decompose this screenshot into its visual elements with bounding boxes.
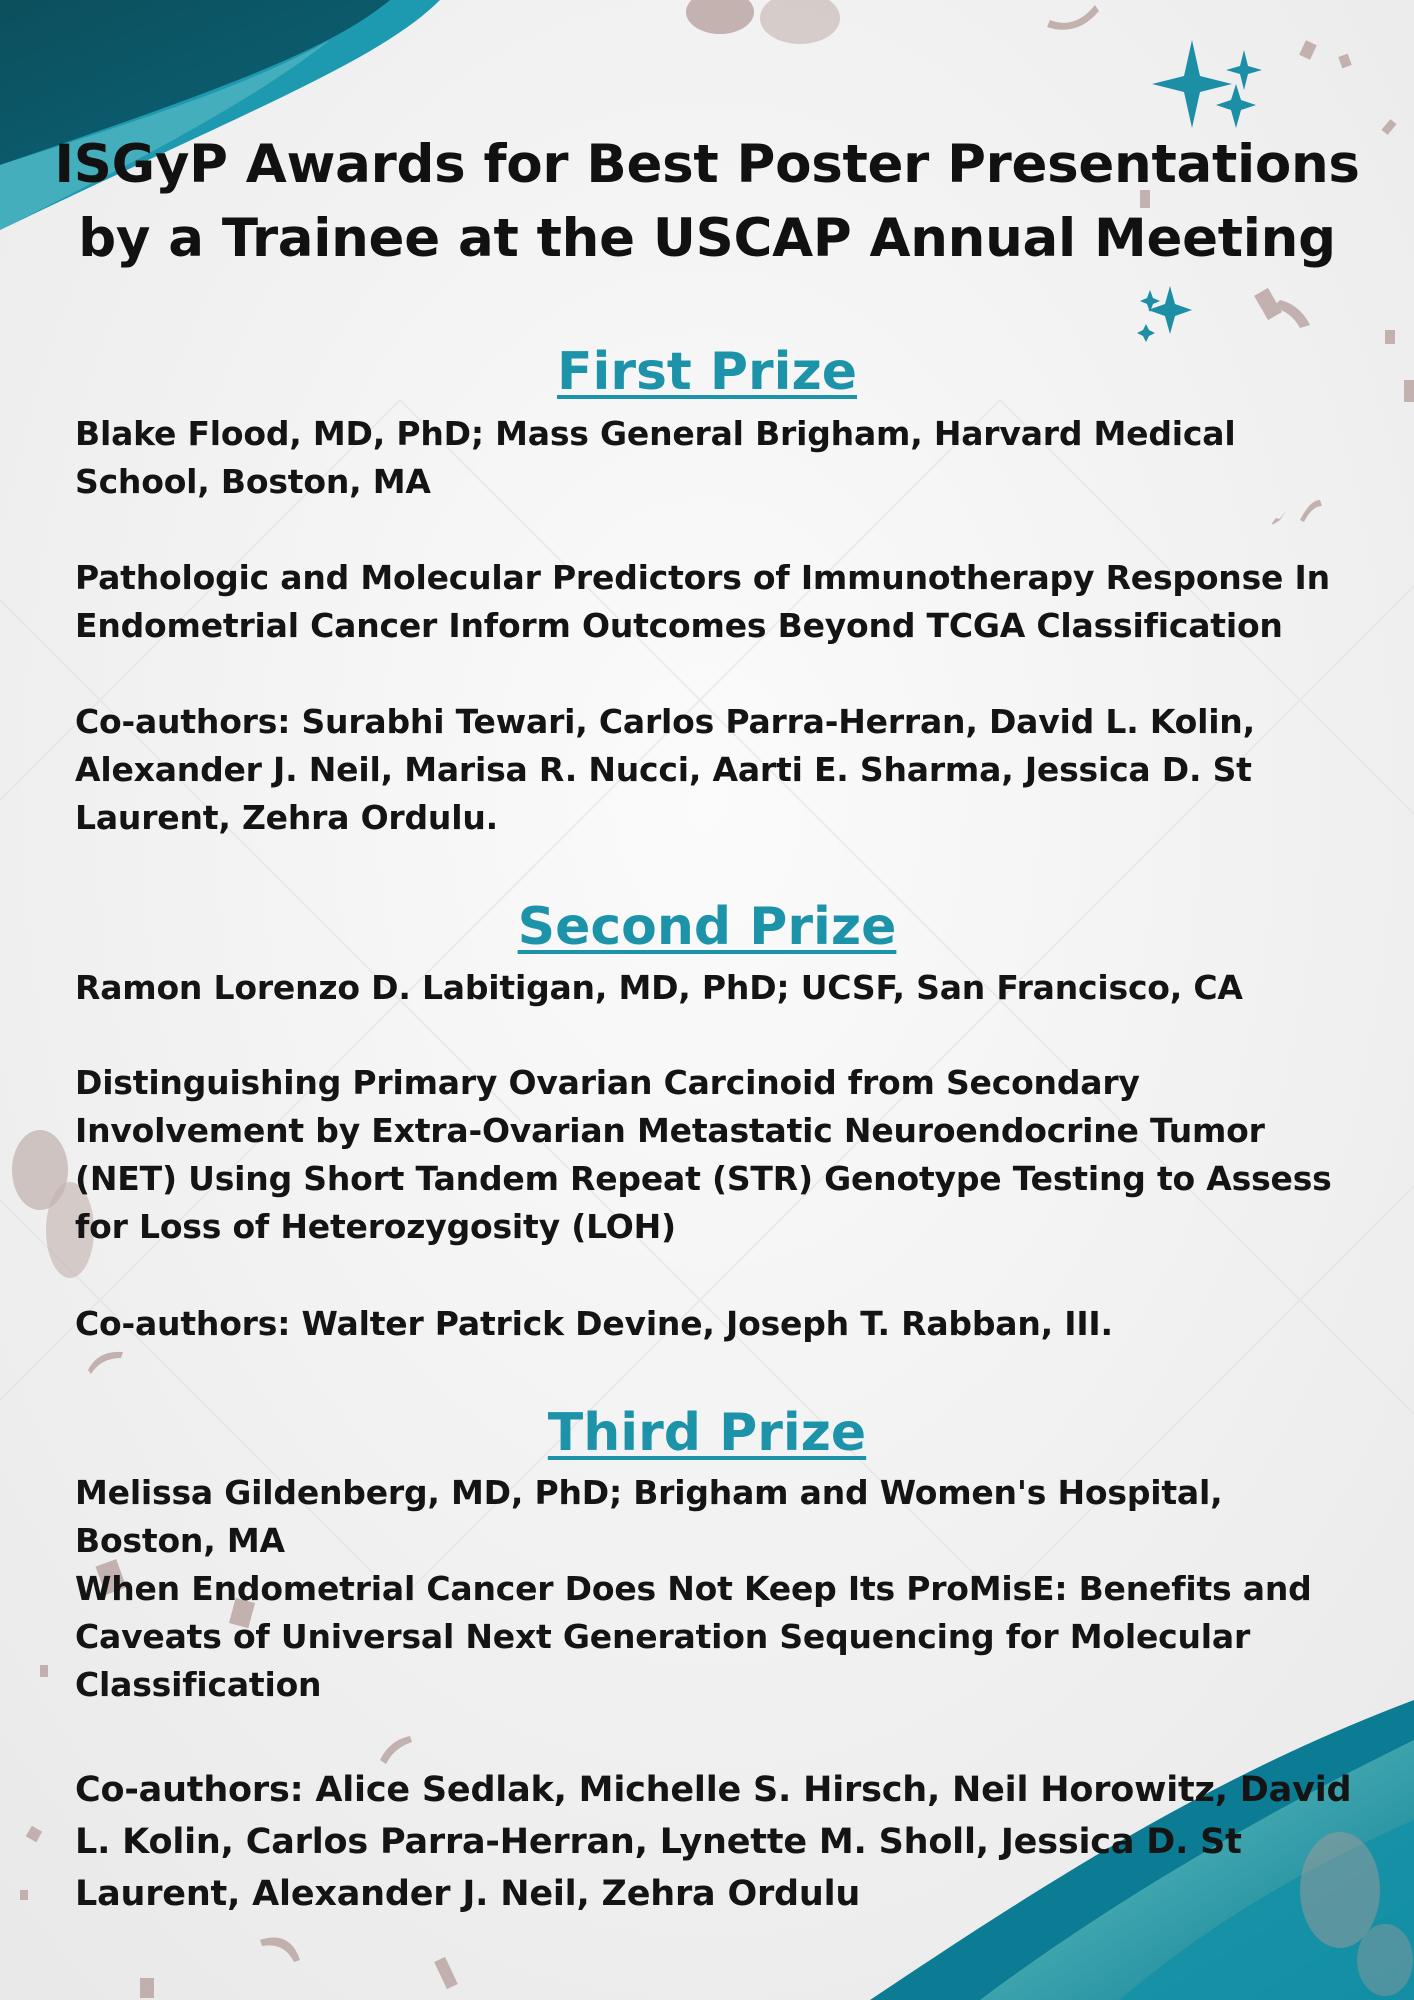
second-prize-poster-title: Distinguishing Primary Ovarian Carcinoid from Secondary Involvement by Extra-Ovarian Metastatic Neuroendocrine Tumor (NET) Using Short Tandem Repeat (STR) Genotype Testing to Assess for Loss of Heterozygosity (LOH) (75, 1063, 1332, 1246)
third-prize-heading: Third Prize (547, 1403, 867, 1463)
second-prize-coauthors: Co-authors: Walter Patrick Devine, Joseph T. Rabban, III. (75, 1304, 1113, 1343)
first-prize-poster-title: Pathologic and Molecular Predictors of Immunotherapy Response In Endometrial Cancer Inform Outcomes Beyond TCGA Classification (75, 558, 1330, 645)
third-prize-poster-title: When Endometrial Cancer Does Not Keep Its ProMisE: Benefits and Caveats of Universal Next Generation Sequencing for Molecular Classification (75, 1569, 1312, 1704)
first-prize-heading: First Prize (556, 342, 857, 402)
page-title: ISGyP Awards for Best Poster Presentations by a Trainee at the USCAP Annual Meeting (54, 134, 1360, 269)
first-prize-coauthors: Co-authors: Surabhi Tewari, Carlos Parra-Herran, David L. Kolin, Alexander J. Neil, Marisa R. Nucci, Aarti E. Sharma, Jessica D. St Laurent, Zehra Ordulu. (75, 702, 1255, 837)
first-prize-winner: Blake Flood, MD, PhD; Mass General Brigham, Harvard Medical School, Boston, MA (75, 414, 1236, 501)
third-prize-coauthors: Co-authors: Alice Sedlak, Michelle S. Hirsch, Neil Horowitz, David L. Kolin, Carlos Parra-Herran, Lynette M. Sholl, Jessica D. St Laurent, Alexander J. Neil, Zehra Ordulu (75, 1770, 1352, 1914)
second-prize-winner: Ramon Lorenzo D. Labitigan, MD, PhD; UCSF, San Francisco, CA (75, 968, 1243, 1007)
third-prize-winner: Melissa Gildenberg, MD, PhD; Brigham and Women's Hospital, Boston, MA (75, 1473, 1223, 1560)
second-prize-heading: Second Prize (517, 897, 897, 957)
